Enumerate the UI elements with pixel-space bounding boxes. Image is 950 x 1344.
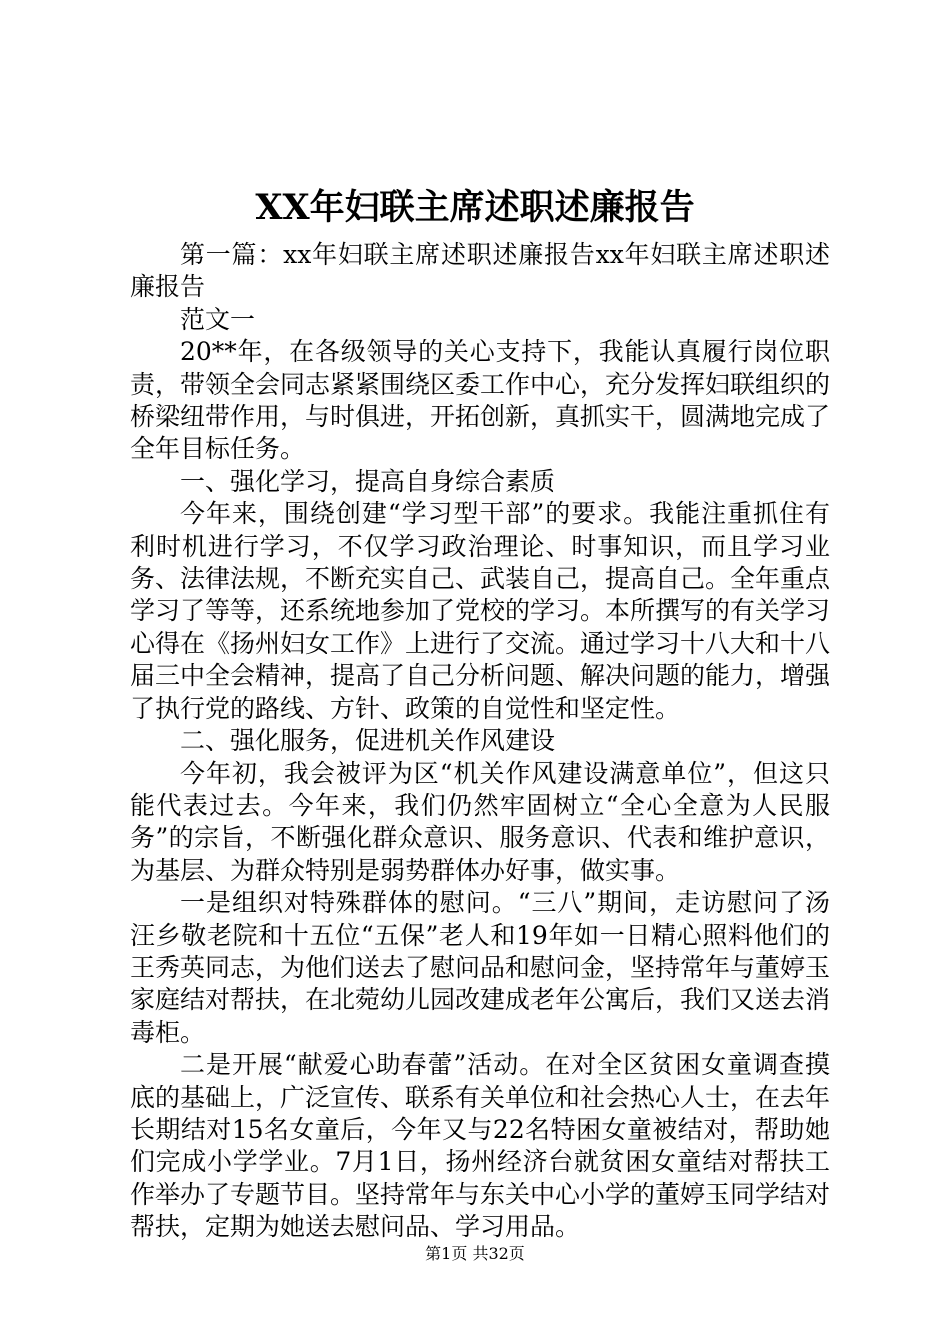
document-title: XX年妇联主席述职述廉报告 — [255, 187, 695, 228]
paragraph: 今年初，我会被评为区“机关作风建设满意单位”，但这只能代表过去。今年来，我们仍然牢固树立“全心全意为人民服务”的宗旨，不断强化群众意识、服务意识、代表和维护意识，为基层、为群众特别是弱势群体办好事，做实事。 — [130, 758, 830, 885]
paragraph: 20**年，在各级领导的关心支持下，我能认真履行岗位职责，带领全会同志紧紧围绕区委工作中心，充分发挥妇联组织的桥梁纽带作用，与时俱进，开拓创新，真抓实干，圆满地完成了全年目标任务。 — [130, 337, 831, 464]
paragraph: 一是组织对特殊群体的慰问。“三八”期间，走访慰问了汤汪乡敬老院和十五位“五保”老人和19年如一日精心照料他们的王秀英同志，为他们送去了慰问品和慰问金，坚持常年与董婷玉家庭结对帮扶，在北菀幼儿园改建成老年公寓后，我们又送去消毒柜。 — [130, 888, 831, 1047]
section-heading: 二、强化服务，促进机关作风建设 — [180, 726, 556, 756]
document-body — [130, 239, 830, 1244]
paragraph: 二是开展“献爱心助春蕾”活动。在对全区贫困女童调查摸底的基础上，广泛宣传、联系有关单位和社会热心人士，在去年长期结对15名女童后，今年又与22名特困女童被结对，帮助她们完成小学学业。7月1日，扬州经济台就贫困女童结对帮扶工作举办了专题节目。坚持常年与东关中心小学的董婷玉同学结对帮扶，定期为她送去慰问品、学习用品。 — [130, 1050, 831, 1242]
paragraph: 今年来，围绕创建“学习型干部”的要求。我能注重抓住有利时机进行学习，不仅学习政治理论、时事知识，而且学习业务、法律法规，不断充实自己、武装自己，提高自己。全年重点学习了等等，还系统地参加了党校的学习。本所撰写的有关学习心得在《扬州妇女工作》上进行了交流。通过学习十八大和十八届三中全会精神，提高了自己分析问题、解决问题的能力，增强了执行党的路线、方针、政策的自觉性和坚定性。 — [130, 499, 831, 723]
section-heading: 一、强化学习，提高自身综合素质 — [180, 466, 556, 496]
page-footer: 第1页 共32页 — [425, 1244, 525, 1263]
paragraph: 范文一 — [180, 304, 256, 334]
paragraph: 第一篇：xx年妇联主席述职述廉报告xx年妇联主席述职述廉报告 — [130, 240, 830, 302]
